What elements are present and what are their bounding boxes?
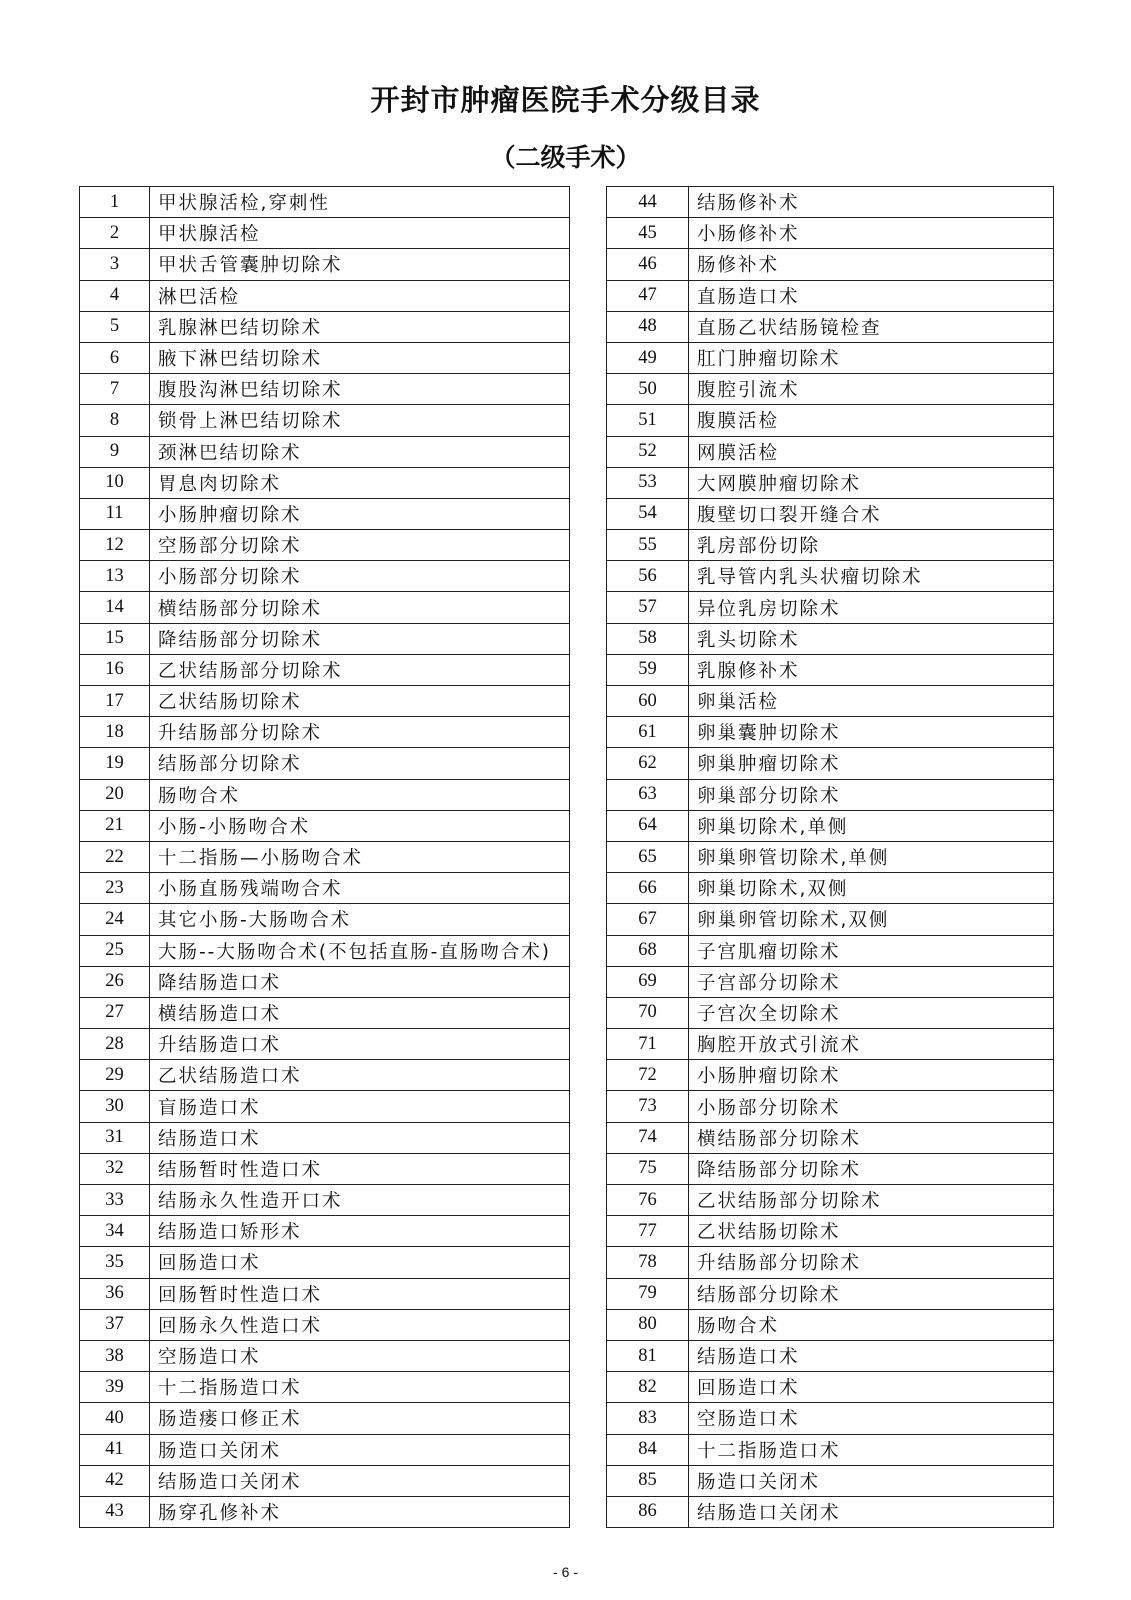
- surgery-name: 小肠直肠残端吻合术: [150, 873, 570, 904]
- surgery-name: 小肠修补术: [689, 218, 1054, 249]
- table-row: [607, 342, 1054, 373]
- table-row: [607, 467, 1054, 498]
- table-row: [80, 436, 570, 467]
- surgery-name: 升结肠部分切除术: [689, 1247, 1054, 1278]
- table-row: [607, 1122, 1054, 1153]
- surgery-name: 肛门肿瘤切除术: [689, 342, 1054, 373]
- surgery-name: 甲状腺活检,穿刺性: [150, 187, 570, 218]
- row-number: 69: [607, 966, 689, 997]
- row-number: 9: [80, 436, 150, 467]
- table-row: [80, 1247, 570, 1278]
- page-title: 开封市肿瘤医院手术分级目录: [370, 83, 761, 117]
- surgery-name: 卵巢卵管切除术,单侧: [689, 841, 1054, 872]
- row-number: 22: [80, 841, 150, 872]
- page-number: - 6 -: [553, 1564, 578, 1580]
- row-number: 25: [80, 935, 150, 966]
- row-number: 52: [607, 436, 689, 467]
- table-row: [607, 1372, 1054, 1403]
- surgery-name: 乳腺修补术: [689, 654, 1054, 685]
- table-row: [80, 997, 570, 1028]
- row-number: 2: [80, 218, 150, 249]
- table-row: [607, 1403, 1054, 1434]
- surgery-name: 异位乳房切除术: [689, 592, 1054, 623]
- surgery-name: 卵巢切除术,双侧: [689, 873, 1054, 904]
- surgery-name: 淋巴活检: [150, 280, 570, 311]
- table-row: [607, 935, 1054, 966]
- row-number: 58: [607, 623, 689, 654]
- table-row: [607, 1247, 1054, 1278]
- surgery-name: 子宫肌瘤切除术: [689, 935, 1054, 966]
- surgery-name: 十二指肠造口术: [150, 1372, 570, 1403]
- row-number: 63: [607, 779, 689, 810]
- surgery-name: 直肠乙状结肠镜检查: [689, 311, 1054, 342]
- table-row: [80, 1185, 570, 1216]
- table-row: [80, 592, 570, 623]
- surgery-name: 结肠部分切除术: [150, 748, 570, 779]
- row-number: 6: [80, 342, 150, 373]
- table-row: [80, 623, 570, 654]
- row-number: 15: [80, 623, 150, 654]
- table-row: [607, 561, 1054, 592]
- table-row: [80, 686, 570, 717]
- table-row: [607, 1434, 1054, 1465]
- row-number: 10: [80, 467, 150, 498]
- row-number: 18: [80, 717, 150, 748]
- table-row: [607, 748, 1054, 779]
- row-number: 67: [607, 904, 689, 935]
- row-number: 79: [607, 1278, 689, 1309]
- row-number: 70: [607, 997, 689, 1028]
- row-number: 60: [607, 686, 689, 717]
- table-row: [80, 717, 570, 748]
- surgery-name: 子宫次全切除术: [689, 997, 1054, 1028]
- surgery-name: 卵巢活检: [689, 686, 1054, 717]
- table-row: [80, 530, 570, 561]
- table-row: [607, 779, 1054, 810]
- table-row: [80, 1216, 570, 1247]
- surgery-name: 小肠-小肠吻合术: [150, 810, 570, 841]
- surgery-name: 肠吻合术: [150, 779, 570, 810]
- table-row: [607, 654, 1054, 685]
- surgery-name: 肠造口关闭术: [689, 1465, 1054, 1496]
- row-number: 86: [607, 1496, 689, 1527]
- row-number: 81: [607, 1340, 689, 1371]
- surgery-name: 回肠造口术: [150, 1247, 570, 1278]
- table-row: [607, 530, 1054, 561]
- surgery-name: 网膜活检: [689, 436, 1054, 467]
- row-number: 74: [607, 1122, 689, 1153]
- surgery-name: 直肠造口术: [689, 280, 1054, 311]
- surgery-name: 乙状结肠部分切除术: [150, 654, 570, 685]
- table-row: [607, 498, 1054, 529]
- table-row: [80, 405, 570, 436]
- surgery-name: 腹腔引流术: [689, 374, 1054, 405]
- surgery-name: 降结肠造口术: [150, 966, 570, 997]
- surgery-name: 回肠造口术: [689, 1372, 1054, 1403]
- row-number: 47: [607, 280, 689, 311]
- row-number: 66: [607, 873, 689, 904]
- surgery-name: 空肠部分切除术: [150, 530, 570, 561]
- surgery-name: 甲状舌管囊肿切除术: [150, 249, 570, 280]
- surgery-name: 小肠肿瘤切除术: [150, 498, 570, 529]
- table-row: [607, 1029, 1054, 1060]
- row-number: 32: [80, 1153, 150, 1184]
- table-row: [80, 779, 570, 810]
- row-number: 85: [607, 1465, 689, 1496]
- row-number: 62: [607, 748, 689, 779]
- surgery-name: 小肠部分切除术: [689, 1091, 1054, 1122]
- table-row: [80, 1060, 570, 1091]
- table-row: [80, 218, 570, 249]
- surgery-name: 腋下淋巴结切除术: [150, 342, 570, 373]
- row-number: 76: [607, 1185, 689, 1216]
- row-number: 44: [607, 187, 689, 218]
- surgery-name: 空肠造口术: [150, 1340, 570, 1371]
- row-number: 75: [607, 1153, 689, 1184]
- table-row: [607, 1278, 1054, 1309]
- table-row: [80, 654, 570, 685]
- row-number: 82: [607, 1372, 689, 1403]
- surgery-name: 结肠造口矫形术: [150, 1216, 570, 1247]
- table-row: [80, 561, 570, 592]
- surgery-name: 结肠暂时性造口术: [150, 1153, 570, 1184]
- surgery-name: 回肠永久性造口术: [150, 1309, 570, 1340]
- surgery-table-left: [79, 186, 570, 1528]
- surgery-name: 乳导管内乳头状瘤切除术: [689, 561, 1054, 592]
- surgery-name: 颈淋巴结切除术: [150, 436, 570, 467]
- surgery-name: 肠造瘘口修正术: [150, 1403, 570, 1434]
- table-row: [80, 498, 570, 529]
- table-row: [607, 623, 1054, 654]
- surgery-name: 卵巢切除术,单侧: [689, 810, 1054, 841]
- row-number: 1: [80, 187, 150, 218]
- row-number: 26: [80, 966, 150, 997]
- surgery-name: 结肠造口术: [689, 1340, 1054, 1371]
- surgery-name: 小肠肿瘤切除术: [689, 1060, 1054, 1091]
- table-row: [80, 1091, 570, 1122]
- table-row: [80, 1278, 570, 1309]
- row-number: 78: [607, 1247, 689, 1278]
- row-number: 37: [80, 1309, 150, 1340]
- row-number: 80: [607, 1309, 689, 1340]
- surgery-name: 肠穿孔修补术: [150, 1496, 570, 1527]
- row-number: 54: [607, 498, 689, 529]
- table-row: [80, 1340, 570, 1371]
- row-number: 5: [80, 311, 150, 342]
- table-row: [80, 280, 570, 311]
- table-row: [80, 1309, 570, 1340]
- surgery-name: 结肠修补术: [689, 187, 1054, 218]
- table-row: [607, 1496, 1054, 1527]
- surgery-name: 降结肠部分切除术: [150, 623, 570, 654]
- surgery-name: 卵巢部分切除术: [689, 779, 1054, 810]
- row-number: 27: [80, 997, 150, 1028]
- table-row: [607, 873, 1054, 904]
- table-row: [80, 1372, 570, 1403]
- surgery-name: 乳头切除术: [689, 623, 1054, 654]
- table-row: [607, 1216, 1054, 1247]
- surgery-name: 升结肠部分切除术: [150, 717, 570, 748]
- table-row: [80, 1496, 570, 1527]
- surgery-name: 降结肠部分切除术: [689, 1153, 1054, 1184]
- row-number: 40: [80, 1403, 150, 1434]
- table-row: [80, 467, 570, 498]
- row-number: 59: [607, 654, 689, 685]
- table-row: [607, 374, 1054, 405]
- surgery-name: 乙状结肠切除术: [689, 1216, 1054, 1247]
- row-number: 65: [607, 841, 689, 872]
- surgery-name: 锁骨上淋巴结切除术: [150, 405, 570, 436]
- row-number: 50: [607, 374, 689, 405]
- table-row: [607, 1309, 1054, 1340]
- table-row: [607, 904, 1054, 935]
- table-row: [607, 1091, 1054, 1122]
- surgery-name: 结肠永久性造开口术: [150, 1185, 570, 1216]
- table-row: [607, 592, 1054, 623]
- row-number: 73: [607, 1091, 689, 1122]
- table-row: [80, 748, 570, 779]
- table-row: [607, 841, 1054, 872]
- row-number: 39: [80, 1372, 150, 1403]
- row-number: 71: [607, 1029, 689, 1060]
- row-number: 56: [607, 561, 689, 592]
- row-number: 51: [607, 405, 689, 436]
- row-number: 14: [80, 592, 150, 623]
- row-number: 21: [80, 810, 150, 841]
- row-number: 77: [607, 1216, 689, 1247]
- table-row: [80, 249, 570, 280]
- table-row: [607, 1060, 1054, 1091]
- table-row: [80, 873, 570, 904]
- surgery-name: 结肠造口关闭术: [689, 1496, 1054, 1527]
- row-number: 72: [607, 1060, 689, 1091]
- table-row: [80, 1434, 570, 1465]
- table-row: [607, 1153, 1054, 1184]
- table-row: [80, 966, 570, 997]
- surgery-name: 腹股沟淋巴结切除术: [150, 374, 570, 405]
- row-number: 34: [80, 1216, 150, 1247]
- row-number: 61: [607, 717, 689, 748]
- surgery-name: 乙状结肠造口术: [150, 1060, 570, 1091]
- table-row: [80, 1029, 570, 1060]
- row-number: 48: [607, 311, 689, 342]
- row-number: 20: [80, 779, 150, 810]
- table-row: [607, 311, 1054, 342]
- table-row: [80, 810, 570, 841]
- surgery-name: 胸腔开放式引流术: [689, 1029, 1054, 1060]
- row-number: 17: [80, 686, 150, 717]
- row-number: 46: [607, 249, 689, 280]
- row-number: 33: [80, 1185, 150, 1216]
- table-row: [80, 935, 570, 966]
- table-row: [80, 1122, 570, 1153]
- row-number: 7: [80, 374, 150, 405]
- table-row: [80, 342, 570, 373]
- row-number: 53: [607, 467, 689, 498]
- row-number: 41: [80, 1434, 150, 1465]
- table-row: [607, 966, 1054, 997]
- table-row: [607, 1465, 1054, 1496]
- row-number: 11: [80, 498, 150, 529]
- row-number: 84: [607, 1434, 689, 1465]
- row-number: 35: [80, 1247, 150, 1278]
- table-row: [607, 1340, 1054, 1371]
- row-number: 16: [80, 654, 150, 685]
- surgery-name: 腹膜活检: [689, 405, 1054, 436]
- table-row: [607, 717, 1054, 748]
- surgery-name: 盲肠造口术: [150, 1091, 570, 1122]
- surgery-table-right: [606, 186, 1054, 1528]
- table-row: [607, 218, 1054, 249]
- surgery-name: 十二指肠—小肠吻合术: [150, 841, 570, 872]
- table-row: [607, 997, 1054, 1028]
- row-number: 43: [80, 1496, 150, 1527]
- row-number: 57: [607, 592, 689, 623]
- surgery-name: 回肠暂时性造口术: [150, 1278, 570, 1309]
- table-row: [80, 187, 570, 218]
- surgery-name: 大网膜肿瘤切除术: [689, 467, 1054, 498]
- row-number: 42: [80, 1465, 150, 1496]
- surgery-name: 横结肠造口术: [150, 997, 570, 1028]
- surgery-name: 升结肠造口术: [150, 1029, 570, 1060]
- page-subtitle: （二级手术）: [490, 143, 641, 172]
- surgery-name: 乳房部份切除: [689, 530, 1054, 561]
- surgery-name: 子宫部分切除术: [689, 966, 1054, 997]
- surgery-name: 横结肠部分切除术: [689, 1122, 1054, 1153]
- row-number: 13: [80, 561, 150, 592]
- table-row: [80, 904, 570, 935]
- row-number: 55: [607, 530, 689, 561]
- table-row: [607, 1185, 1054, 1216]
- surgery-name: 肠造口关闭术: [150, 1434, 570, 1465]
- row-number: 83: [607, 1403, 689, 1434]
- table-row: [607, 436, 1054, 467]
- surgery-name: 乙状结肠切除术: [150, 686, 570, 717]
- row-number: 3: [80, 249, 150, 280]
- row-number: 68: [607, 935, 689, 966]
- surgery-name: 乙状结肠部分切除术: [689, 1185, 1054, 1216]
- surgery-name: 结肠造口关闭术: [150, 1465, 570, 1496]
- table-row: [80, 1465, 570, 1496]
- surgery-name: 甲状腺活检: [150, 218, 570, 249]
- row-number: 49: [607, 342, 689, 373]
- table-row: [80, 841, 570, 872]
- surgery-name: 其它小肠-大肠吻合术: [150, 904, 570, 935]
- row-number: 64: [607, 810, 689, 841]
- surgery-name: 大肠--大肠吻合术(不包括直肠-直肠吻合术): [150, 935, 570, 966]
- row-number: 30: [80, 1091, 150, 1122]
- surgery-name: 胃息肉切除术: [150, 467, 570, 498]
- table-row: [607, 810, 1054, 841]
- surgery-name: 卵巢卵管切除术,双侧: [689, 904, 1054, 935]
- surgery-name: 空肠造口术: [689, 1403, 1054, 1434]
- surgery-name: 十二指肠造口术: [689, 1434, 1054, 1465]
- surgery-name: 肠吻合术: [689, 1309, 1054, 1340]
- row-number: 24: [80, 904, 150, 935]
- row-number: 8: [80, 405, 150, 436]
- table-row: [607, 405, 1054, 436]
- table-row: [607, 280, 1054, 311]
- surgery-name: 小肠部分切除术: [150, 561, 570, 592]
- row-number: 12: [80, 530, 150, 561]
- table-row: [80, 1403, 570, 1434]
- row-number: 28: [80, 1029, 150, 1060]
- surgery-name: 腹壁切口裂开缝合术: [689, 498, 1054, 529]
- table-row: [607, 187, 1054, 218]
- surgery-name: 卵巢肿瘤切除术: [689, 748, 1054, 779]
- surgery-name: 肠修补术: [689, 249, 1054, 280]
- row-number: 29: [80, 1060, 150, 1091]
- table-row: [80, 1153, 570, 1184]
- surgery-name: 结肠部分切除术: [689, 1278, 1054, 1309]
- row-number: 19: [80, 748, 150, 779]
- surgery-name: 乳腺淋巴结切除术: [150, 311, 570, 342]
- surgery-name: 卵巢囊肿切除术: [689, 717, 1054, 748]
- table-row: [607, 249, 1054, 280]
- row-number: 36: [80, 1278, 150, 1309]
- surgery-name: 横结肠部分切除术: [150, 592, 570, 623]
- row-number: 4: [80, 280, 150, 311]
- row-number: 38: [80, 1340, 150, 1371]
- surgery-name: 结肠造口术: [150, 1122, 570, 1153]
- row-number: 23: [80, 873, 150, 904]
- table-row: [607, 686, 1054, 717]
- row-number: 45: [607, 218, 689, 249]
- table-row: [80, 311, 570, 342]
- table-row: [80, 374, 570, 405]
- row-number: 31: [80, 1122, 150, 1153]
